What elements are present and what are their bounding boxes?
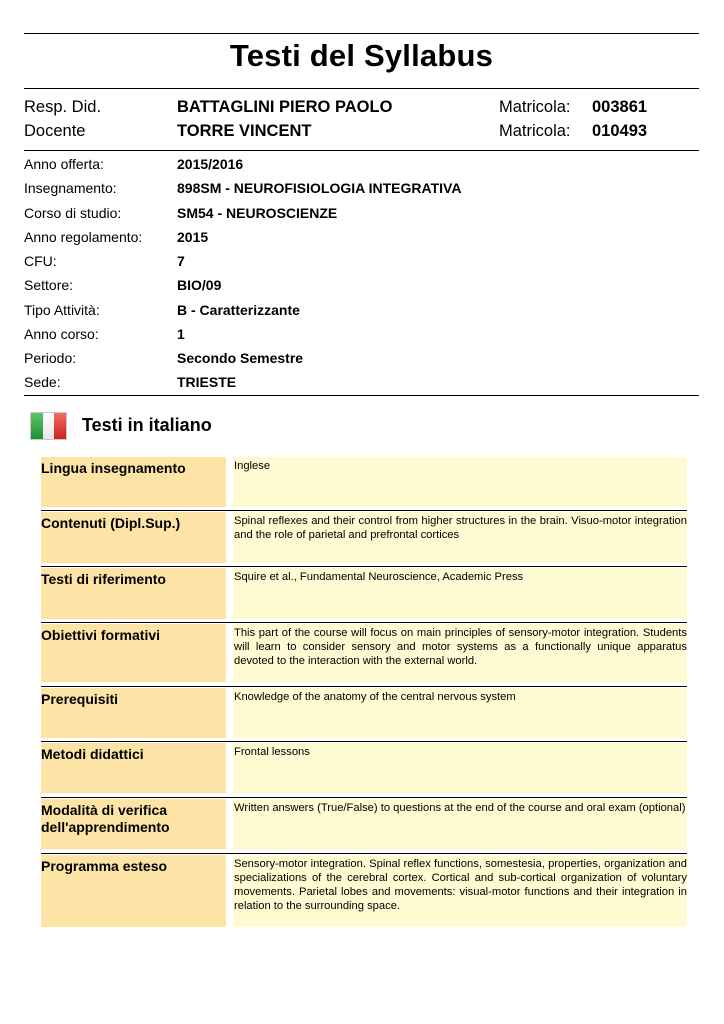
section-label: Testi di riferimento xyxy=(41,568,226,619)
header-matricola-value: 010493 xyxy=(592,122,648,140)
section-contenuti xyxy=(41,510,687,563)
section-text: Knowledge of the anatomy of the central nervous system xyxy=(233,688,687,738)
section-text: Spinal reflexes and their control from higher structures in the brain. Visuo-motor integration and the role of parietal and prefrontal cortices xyxy=(233,512,687,563)
section-lingua-insegnamento xyxy=(41,455,687,507)
section-metodi-didattici xyxy=(41,741,687,793)
info-value: B - Caratterizzante xyxy=(177,302,300,318)
info-label: CFU: xyxy=(24,253,57,269)
section-programma-esteso xyxy=(41,853,687,927)
info-value: 2015 xyxy=(177,229,209,245)
section-modalita-verifica xyxy=(41,797,687,849)
section-text: Frontal lessons xyxy=(233,743,687,793)
section-text: Inglese xyxy=(233,457,687,507)
header-row-resp-did xyxy=(0,98,724,122)
section-testi-riferimento xyxy=(41,566,687,619)
info-value: BIO/09 xyxy=(177,277,222,293)
section-label: Obiettivi formativi xyxy=(41,624,226,682)
section-divider xyxy=(41,686,687,687)
info-label: Sede: xyxy=(24,374,61,390)
section-text: Sensory-motor integration. Spinal reflex functions, somestesia, properties, organization and specializations of the cerebral cortex. Cortical and sub-cortical organization of voluntary movements. Parietal lobes and movements: visual-motor functions and their integration in relation to the surrounding space. xyxy=(233,855,687,927)
language-title: Testi in italiano xyxy=(82,415,212,435)
info-label: Anno corso: xyxy=(24,326,99,342)
info-value: 2015/2016 xyxy=(177,156,244,172)
info-row xyxy=(0,374,724,396)
section-label: Metodi didattici xyxy=(41,743,226,793)
section-label: Prerequisiti xyxy=(41,688,226,738)
info-row xyxy=(0,302,724,324)
title-bottom-rule xyxy=(24,88,699,89)
section-divider xyxy=(41,510,687,511)
section-label: Lingua insegnamento xyxy=(41,457,226,507)
info-label: Corso di studio: xyxy=(24,205,122,221)
header-bottom-rule xyxy=(24,150,699,151)
section-label: Programma esteso xyxy=(41,855,226,927)
header-matricola-label: Matricola: xyxy=(499,98,571,116)
info-row xyxy=(0,326,724,348)
info-label: Anno offerta: xyxy=(24,156,104,172)
section-obiettivi-formativi xyxy=(41,622,687,682)
info-value: TRIESTE xyxy=(177,374,237,390)
header-matricola-label: Matricola: xyxy=(499,122,571,140)
section-text: Squire et al., Fundamental Neuroscience, Academic Press xyxy=(233,568,687,619)
section-divider xyxy=(41,622,687,623)
info-row xyxy=(0,205,724,227)
info-label: Settore: xyxy=(24,277,74,293)
info-row xyxy=(0,156,724,178)
info-row xyxy=(0,350,724,372)
info-label: Tipo Attività: xyxy=(24,302,100,318)
header-role: Resp. Did. xyxy=(24,98,102,116)
italian-flag-icon xyxy=(30,412,67,440)
info-value: 898SM - NEUROFISIOLOGIA INTEGRATIVA xyxy=(177,180,462,196)
header-matricola-value: 003861 xyxy=(592,98,648,116)
section-prerequisiti xyxy=(41,686,687,738)
info-row xyxy=(0,277,724,299)
header-name: TORRE VINCENT xyxy=(177,122,312,140)
section-label: Contenuti (Dipl.Sup.) xyxy=(41,512,226,563)
section-divider xyxy=(41,741,687,742)
info-label: Insegnamento: xyxy=(24,180,117,196)
info-row xyxy=(0,253,724,275)
info-bottom-rule xyxy=(24,395,699,396)
header-name: BATTAGLINI PIERO PAOLO xyxy=(177,98,393,116)
header-role: Docente xyxy=(24,122,86,140)
section-label: Modalità di verifica dell'apprendimento xyxy=(41,799,226,849)
section-text: Written answers (True/False) to questions at the end of the course and oral exam (optional) xyxy=(233,799,687,849)
info-row xyxy=(0,180,724,202)
section-divider xyxy=(41,797,687,798)
page-title: Testi del Syllabus xyxy=(229,38,494,73)
info-label: Periodo: xyxy=(24,350,77,366)
language-heading xyxy=(30,410,430,444)
section-divider xyxy=(41,566,687,567)
section-divider xyxy=(41,853,687,854)
info-value: SM54 - NEUROSCIENZE xyxy=(177,205,338,221)
section-text: This part of the course will focus on main principles of sensory-motor integration. Students will learn to consider sensory and motor systems as a functionally unique apparatus devoted to the interaction with the external world. xyxy=(233,624,687,682)
top-rule xyxy=(24,33,699,34)
info-value: 1 xyxy=(177,326,185,342)
info-value: Secondo Semestre xyxy=(177,350,304,366)
info-label: Anno regolamento: xyxy=(24,229,143,245)
info-value: 7 xyxy=(177,253,185,269)
header-row-docente xyxy=(0,122,724,146)
info-row xyxy=(0,229,724,251)
